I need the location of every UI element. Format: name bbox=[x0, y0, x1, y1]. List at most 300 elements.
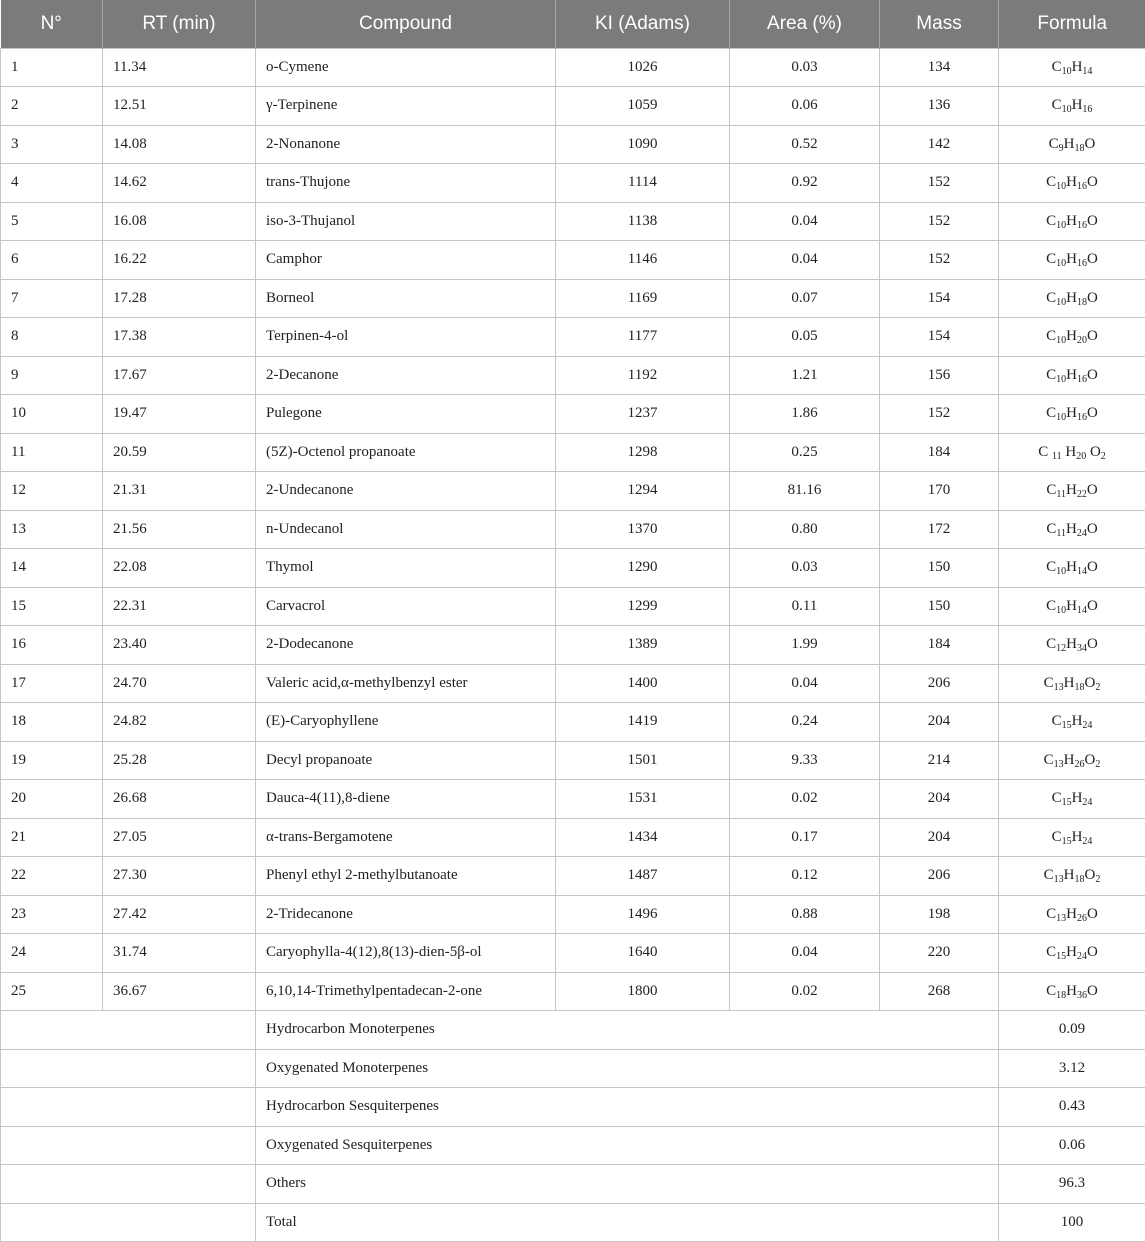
table-row bbox=[1, 279, 1145, 318]
formula-element: H bbox=[1071, 713, 1083, 730]
row-mass: 134 bbox=[880, 48, 999, 87]
row-formula bbox=[999, 279, 1145, 318]
row-area: 9.33 bbox=[730, 741, 880, 780]
table-row bbox=[1, 510, 1145, 549]
row-ki: 1531 bbox=[556, 780, 730, 819]
formula-subscript: 18 bbox=[1074, 874, 1085, 886]
formula-subscript: 10 bbox=[1056, 373, 1067, 385]
row-ki: 1487 bbox=[556, 857, 730, 896]
formula-element: H bbox=[1065, 482, 1077, 499]
formula-subscript: 14 bbox=[1082, 65, 1093, 77]
row-area: 1.86 bbox=[730, 395, 880, 434]
summary-blank-cell bbox=[1, 1049, 256, 1088]
formula-subscript: 15 bbox=[1061, 720, 1072, 732]
row-compound: 6,10,14-Trimethylpentadecan-2-one bbox=[256, 972, 556, 1011]
formula-element: H bbox=[1066, 328, 1077, 345]
row-mass: 204 bbox=[880, 780, 999, 819]
formula-element: O bbox=[1087, 289, 1098, 306]
row-formula bbox=[999, 87, 1145, 126]
table-row bbox=[1, 125, 1145, 164]
row-ki: 1298 bbox=[556, 433, 730, 472]
row-mass: 206 bbox=[880, 664, 999, 703]
table-row bbox=[1, 780, 1145, 819]
row-formula bbox=[999, 703, 1145, 742]
formula-element: O bbox=[1084, 674, 1096, 691]
formula-subscript: 16 bbox=[1077, 412, 1087, 424]
formula-subscript: 24 bbox=[1076, 527, 1087, 539]
row-compound: Dauca-4(11),8-diene bbox=[256, 780, 556, 819]
formula-subscript: 16 bbox=[1077, 373, 1087, 385]
row-mass: 204 bbox=[880, 818, 999, 857]
row-compound: (5Z)-Octenol propanoate bbox=[256, 433, 556, 472]
formula-subscript: 10 bbox=[1056, 566, 1067, 578]
row-ki: 1192 bbox=[556, 356, 730, 395]
formula-element: H bbox=[1066, 366, 1077, 383]
row-formula bbox=[999, 472, 1145, 511]
row-ki: 1177 bbox=[556, 318, 730, 357]
table-row bbox=[1, 703, 1145, 742]
summary-value: 0.06 bbox=[999, 1126, 1145, 1165]
row-ki: 1294 bbox=[556, 472, 730, 511]
formula-element: C bbox=[1051, 790, 1062, 807]
row-area: 0.17 bbox=[730, 818, 880, 857]
row-area: 0.52 bbox=[730, 125, 880, 164]
row-formula bbox=[999, 895, 1145, 934]
row-area: 0.11 bbox=[730, 587, 880, 626]
formula-element: C bbox=[1046, 251, 1057, 268]
row-rt: 20.59 bbox=[103, 433, 256, 472]
formula-element: C bbox=[1043, 867, 1054, 884]
row-ki: 1501 bbox=[556, 741, 730, 780]
formula-subscript: 18 bbox=[1074, 681, 1085, 693]
row-rt: 25.28 bbox=[103, 741, 256, 780]
header-area: Area (%) bbox=[730, 0, 880, 48]
formula-subscript: 10 bbox=[1061, 104, 1072, 116]
formula-element: C bbox=[1046, 559, 1057, 576]
formula-subscript: 18 bbox=[1077, 296, 1087, 308]
row-formula bbox=[999, 48, 1145, 87]
row-compound: (E)-Caryophyllene bbox=[256, 703, 556, 742]
summary-blank-cell bbox=[1, 1203, 256, 1242]
formula-element: O bbox=[1087, 597, 1098, 614]
formula-element: C bbox=[1046, 520, 1057, 537]
row-rt: 27.42 bbox=[103, 895, 256, 934]
formula-subscript: 16 bbox=[1077, 258, 1087, 270]
formula-subscript: 24 bbox=[1082, 797, 1093, 809]
formula-subscript: 13 bbox=[1053, 758, 1064, 770]
table-row bbox=[1, 972, 1145, 1011]
summary-blank-cell bbox=[1, 1126, 256, 1165]
formula-subscript: 36 bbox=[1077, 989, 1087, 1001]
row-formula bbox=[999, 818, 1145, 857]
formula-subscript: 2 bbox=[1095, 758, 1101, 770]
header-mass: Mass bbox=[880, 0, 999, 48]
row-number: 20 bbox=[1, 780, 103, 819]
row-formula bbox=[999, 395, 1145, 434]
formula-element: O bbox=[1087, 559, 1098, 576]
row-mass: 204 bbox=[880, 703, 999, 742]
row-ki: 1146 bbox=[556, 241, 730, 280]
row-compound: 2-Decanone bbox=[256, 356, 556, 395]
formula-element: H bbox=[1066, 251, 1077, 268]
row-ki: 1114 bbox=[556, 164, 730, 203]
formula-element: O bbox=[1084, 751, 1096, 768]
formula-subscript: 24 bbox=[1082, 835, 1093, 847]
table-row bbox=[1, 934, 1145, 973]
formula-element: H bbox=[1066, 559, 1077, 576]
summary-label: Total bbox=[256, 1203, 999, 1242]
row-formula bbox=[999, 934, 1145, 973]
row-number: 8 bbox=[1, 318, 103, 357]
formula-element: O bbox=[1087, 366, 1098, 383]
formula-subscript: 15 bbox=[1061, 835, 1072, 847]
row-area: 0.03 bbox=[730, 48, 880, 87]
row-ki: 1370 bbox=[556, 510, 730, 549]
header-compound: Compound bbox=[256, 0, 556, 48]
formula-subscript: 16 bbox=[1077, 219, 1087, 231]
row-compound: 2-Nonanone bbox=[256, 125, 556, 164]
row-formula bbox=[999, 164, 1145, 203]
summary-blank-cell bbox=[1, 1088, 256, 1127]
summary-label: Hydrocarbon Monoterpenes bbox=[256, 1011, 999, 1050]
formula-element: C bbox=[1048, 135, 1059, 152]
row-compound: Borneol bbox=[256, 279, 556, 318]
row-area: 0.92 bbox=[730, 164, 880, 203]
formula-subscript: 10 bbox=[1061, 65, 1072, 77]
formula-element: H bbox=[1066, 212, 1077, 229]
row-mass: 172 bbox=[880, 510, 999, 549]
row-mass: 152 bbox=[880, 241, 999, 280]
formula-element: C bbox=[1051, 97, 1062, 114]
row-rt: 26.68 bbox=[103, 780, 256, 819]
formula-subscript: 20 bbox=[1077, 335, 1087, 347]
formula-element: O bbox=[1084, 135, 1096, 152]
row-number: 19 bbox=[1, 741, 103, 780]
formula-subscript: 18 bbox=[1056, 989, 1067, 1001]
row-rt: 14.08 bbox=[103, 125, 256, 164]
row-mass: 136 bbox=[880, 87, 999, 126]
row-area: 0.04 bbox=[730, 664, 880, 703]
row-rt: 12.51 bbox=[103, 87, 256, 126]
row-number: 17 bbox=[1, 664, 103, 703]
table-row bbox=[1, 164, 1145, 203]
summary-value: 96.3 bbox=[999, 1165, 1145, 1204]
row-rt: 24.70 bbox=[103, 664, 256, 703]
formula-subscript: 2 bbox=[1095, 681, 1101, 693]
row-area: 0.12 bbox=[730, 857, 880, 896]
formula-subscript: 16 bbox=[1077, 181, 1087, 193]
formula-subscript: 10 bbox=[1056, 604, 1067, 616]
row-ki: 1090 bbox=[556, 125, 730, 164]
row-formula bbox=[999, 318, 1145, 357]
table-row bbox=[1, 857, 1145, 896]
row-area: 0.24 bbox=[730, 703, 880, 742]
row-rt: 17.38 bbox=[103, 318, 256, 357]
table-row bbox=[1, 472, 1145, 511]
row-ki: 1059 bbox=[556, 87, 730, 126]
formula-subscript: 11 bbox=[1051, 450, 1062, 462]
row-ki: 1299 bbox=[556, 587, 730, 626]
summary-label: Others bbox=[256, 1165, 999, 1204]
row-rt: 11.34 bbox=[103, 48, 256, 87]
row-number: 7 bbox=[1, 279, 103, 318]
formula-subscript: 13 bbox=[1053, 874, 1064, 886]
row-compound: γ-Terpinene bbox=[256, 87, 556, 126]
row-rt: 19.47 bbox=[103, 395, 256, 434]
row-compound: α-trans-Bergamotene bbox=[256, 818, 556, 857]
formula-element: H bbox=[1066, 174, 1077, 191]
summary-label: Oxygenated Monoterpenes bbox=[256, 1049, 999, 1088]
row-formula bbox=[999, 510, 1145, 549]
row-rt: 16.08 bbox=[103, 202, 256, 241]
row-mass: 154 bbox=[880, 318, 999, 357]
row-mass: 152 bbox=[880, 164, 999, 203]
formula-element: H bbox=[1063, 135, 1075, 152]
row-formula bbox=[999, 549, 1145, 588]
row-formula bbox=[999, 972, 1145, 1011]
formula-element: C bbox=[1046, 944, 1057, 961]
header-formula: Formula bbox=[999, 0, 1145, 48]
summary-label: Hydrocarbon Sesquiterpenes bbox=[256, 1088, 999, 1127]
row-ki: 1400 bbox=[556, 664, 730, 703]
row-number: 5 bbox=[1, 202, 103, 241]
row-area: 0.05 bbox=[730, 318, 880, 357]
row-compound: Decyl propanoate bbox=[256, 741, 556, 780]
row-formula bbox=[999, 202, 1145, 241]
table-row bbox=[1, 395, 1145, 434]
formula-subscript: 10 bbox=[1056, 335, 1067, 347]
table-row bbox=[1, 895, 1145, 934]
row-number: 1 bbox=[1, 48, 103, 87]
formula-element: O bbox=[1087, 405, 1098, 422]
row-rt: 31.74 bbox=[103, 934, 256, 973]
row-ki: 1290 bbox=[556, 549, 730, 588]
row-formula bbox=[999, 433, 1145, 472]
formula-element: C bbox=[1046, 482, 1057, 499]
row-compound: Carvacrol bbox=[256, 587, 556, 626]
row-ki: 1419 bbox=[556, 703, 730, 742]
row-compound: Thymol bbox=[256, 549, 556, 588]
row-mass: 214 bbox=[880, 741, 999, 780]
row-compound: Pulegone bbox=[256, 395, 556, 434]
row-ki: 1237 bbox=[556, 395, 730, 434]
formula-subscript: 34 bbox=[1077, 643, 1087, 655]
formula-element: C bbox=[1046, 636, 1057, 653]
formula-subscript: 2 bbox=[1100, 450, 1106, 462]
row-area: 81.16 bbox=[730, 472, 880, 511]
formula-element: H bbox=[1066, 982, 1077, 999]
row-area: 0.02 bbox=[730, 780, 880, 819]
row-mass: 150 bbox=[880, 549, 999, 588]
formula-element: H bbox=[1066, 597, 1077, 614]
row-compound: 2-Undecanone bbox=[256, 472, 556, 511]
formula-element: O bbox=[1087, 251, 1098, 268]
table-row bbox=[1, 433, 1145, 472]
summary-value: 3.12 bbox=[999, 1049, 1145, 1088]
row-mass: 220 bbox=[880, 934, 999, 973]
row-area: 0.80 bbox=[730, 510, 880, 549]
row-rt: 17.28 bbox=[103, 279, 256, 318]
row-number: 22 bbox=[1, 857, 103, 896]
formula-element: C bbox=[1046, 405, 1057, 422]
row-compound: n-Undecanol bbox=[256, 510, 556, 549]
formula-subscript: 24 bbox=[1082, 720, 1093, 732]
formula-subscript: 10 bbox=[1056, 412, 1067, 424]
table-row bbox=[1, 318, 1145, 357]
row-ki: 1169 bbox=[556, 279, 730, 318]
row-ki: 1434 bbox=[556, 818, 730, 857]
formula-element: O bbox=[1087, 328, 1098, 345]
row-formula bbox=[999, 741, 1145, 780]
row-number: 3 bbox=[1, 125, 103, 164]
table-row bbox=[1, 356, 1145, 395]
summary-row bbox=[1, 1165, 1145, 1204]
row-compound: iso-3-Thujanol bbox=[256, 202, 556, 241]
formula-element: H bbox=[1066, 289, 1077, 306]
row-mass: 152 bbox=[880, 202, 999, 241]
row-area: 0.88 bbox=[730, 895, 880, 934]
formula-element: H bbox=[1071, 58, 1083, 75]
formula-element: C bbox=[1046, 289, 1057, 306]
formula-element: C bbox=[1043, 674, 1054, 691]
row-rt: 22.31 bbox=[103, 587, 256, 626]
formula-element: O bbox=[1086, 482, 1098, 499]
row-compound: 2-Dodecanone bbox=[256, 626, 556, 665]
formula-subscript: 9 bbox=[1058, 142, 1064, 154]
row-ki: 1026 bbox=[556, 48, 730, 87]
summary-blank-cell bbox=[1, 1011, 256, 1050]
formula-element: C bbox=[1046, 905, 1057, 922]
formula-subscript: 10 bbox=[1056, 296, 1067, 308]
row-area: 1.21 bbox=[730, 356, 880, 395]
table-header bbox=[1, 0, 1145, 48]
row-number: 13 bbox=[1, 510, 103, 549]
table-row bbox=[1, 202, 1145, 241]
row-number: 14 bbox=[1, 549, 103, 588]
formula-subscript: 2 bbox=[1095, 874, 1101, 886]
row-rt: 27.30 bbox=[103, 857, 256, 896]
header-number: N° bbox=[1, 0, 103, 48]
row-formula bbox=[999, 587, 1145, 626]
table-row bbox=[1, 587, 1145, 626]
formula-element: C bbox=[1046, 212, 1057, 229]
row-formula bbox=[999, 125, 1145, 164]
formula-subscript: 22 bbox=[1076, 489, 1087, 501]
row-number: 6 bbox=[1, 241, 103, 280]
row-area: 0.06 bbox=[730, 87, 880, 126]
formula-subscript: 15 bbox=[1061, 797, 1072, 809]
row-mass: 142 bbox=[880, 125, 999, 164]
row-rt: 21.56 bbox=[103, 510, 256, 549]
row-rt: 21.31 bbox=[103, 472, 256, 511]
formula-element: C bbox=[1051, 58, 1062, 75]
row-area: 0.25 bbox=[730, 433, 880, 472]
header-ki: KI (Adams) bbox=[556, 0, 730, 48]
formula-element: H bbox=[1063, 674, 1075, 691]
row-number: 11 bbox=[1, 433, 103, 472]
row-mass: 170 bbox=[880, 472, 999, 511]
table-row bbox=[1, 664, 1145, 703]
table-row bbox=[1, 87, 1145, 126]
row-mass: 156 bbox=[880, 356, 999, 395]
row-formula bbox=[999, 857, 1145, 896]
row-mass: 150 bbox=[880, 587, 999, 626]
formula-element: H bbox=[1063, 867, 1075, 884]
row-mass: 206 bbox=[880, 857, 999, 896]
formula-element: H bbox=[1071, 828, 1083, 845]
summary-row bbox=[1, 1049, 1145, 1088]
formula-element: C bbox=[1038, 443, 1052, 460]
row-formula bbox=[999, 356, 1145, 395]
table-row bbox=[1, 741, 1145, 780]
formula-element: C bbox=[1046, 328, 1057, 345]
row-number: 4 bbox=[1, 164, 103, 203]
row-area: 0.07 bbox=[730, 279, 880, 318]
formula-element: H bbox=[1071, 97, 1083, 114]
table-row bbox=[1, 241, 1145, 280]
row-compound: trans-Thujone bbox=[256, 164, 556, 203]
summary-row bbox=[1, 1126, 1145, 1165]
formula-element: C bbox=[1046, 597, 1057, 614]
row-compound: Caryophylla-4(12),8(13)-dien-5β-ol bbox=[256, 934, 556, 973]
formula-subscript: 20 bbox=[1076, 450, 1087, 462]
row-area: 0.04 bbox=[730, 241, 880, 280]
formula-subscript: 10 bbox=[1056, 258, 1067, 270]
row-compound: o-Cymene bbox=[256, 48, 556, 87]
row-area: 0.04 bbox=[730, 202, 880, 241]
summary-row bbox=[1, 1011, 1145, 1050]
summary-value: 0.43 bbox=[999, 1088, 1145, 1127]
row-compound: Terpinen-4-ol bbox=[256, 318, 556, 357]
summary-label: Oxygenated Sesquiterpenes bbox=[256, 1126, 999, 1165]
formula-subscript: 26 bbox=[1074, 758, 1085, 770]
formula-subscript: 12 bbox=[1056, 643, 1067, 655]
formula-element: C bbox=[1046, 174, 1057, 191]
header-row bbox=[1, 0, 1145, 48]
row-area: 0.03 bbox=[730, 549, 880, 588]
row-compound: Camphor bbox=[256, 241, 556, 280]
table-row bbox=[1, 48, 1145, 87]
formula-subscript: 24 bbox=[1077, 951, 1087, 963]
row-number: 15 bbox=[1, 587, 103, 626]
row-rt: 16.22 bbox=[103, 241, 256, 280]
row-ki: 1138 bbox=[556, 202, 730, 241]
formula-element: H bbox=[1066, 905, 1077, 922]
row-compound: 2-Tridecanone bbox=[256, 895, 556, 934]
formula-element: O bbox=[1086, 520, 1098, 537]
row-number: 18 bbox=[1, 703, 103, 742]
row-compound: Phenyl ethyl 2-methylbutanoate bbox=[256, 857, 556, 896]
row-compound: Valeric acid,α-methylbenzyl ester bbox=[256, 664, 556, 703]
summary-blank-cell bbox=[1, 1165, 256, 1204]
row-area: 0.04 bbox=[730, 934, 880, 973]
formula-element: O bbox=[1086, 443, 1101, 460]
formula-element: H bbox=[1063, 751, 1075, 768]
header-rt: RT (min) bbox=[103, 0, 256, 48]
summary-row bbox=[1, 1088, 1145, 1127]
row-mass: 184 bbox=[880, 433, 999, 472]
formula-element: C bbox=[1043, 751, 1054, 768]
row-ki: 1800 bbox=[556, 972, 730, 1011]
row-area: 0.02 bbox=[730, 972, 880, 1011]
formula-element: H bbox=[1066, 944, 1077, 961]
table-row bbox=[1, 549, 1145, 588]
table-row bbox=[1, 626, 1145, 665]
row-number: 9 bbox=[1, 356, 103, 395]
formula-element: H bbox=[1071, 790, 1083, 807]
formula-element: C bbox=[1046, 366, 1057, 383]
row-rt: 36.67 bbox=[103, 972, 256, 1011]
